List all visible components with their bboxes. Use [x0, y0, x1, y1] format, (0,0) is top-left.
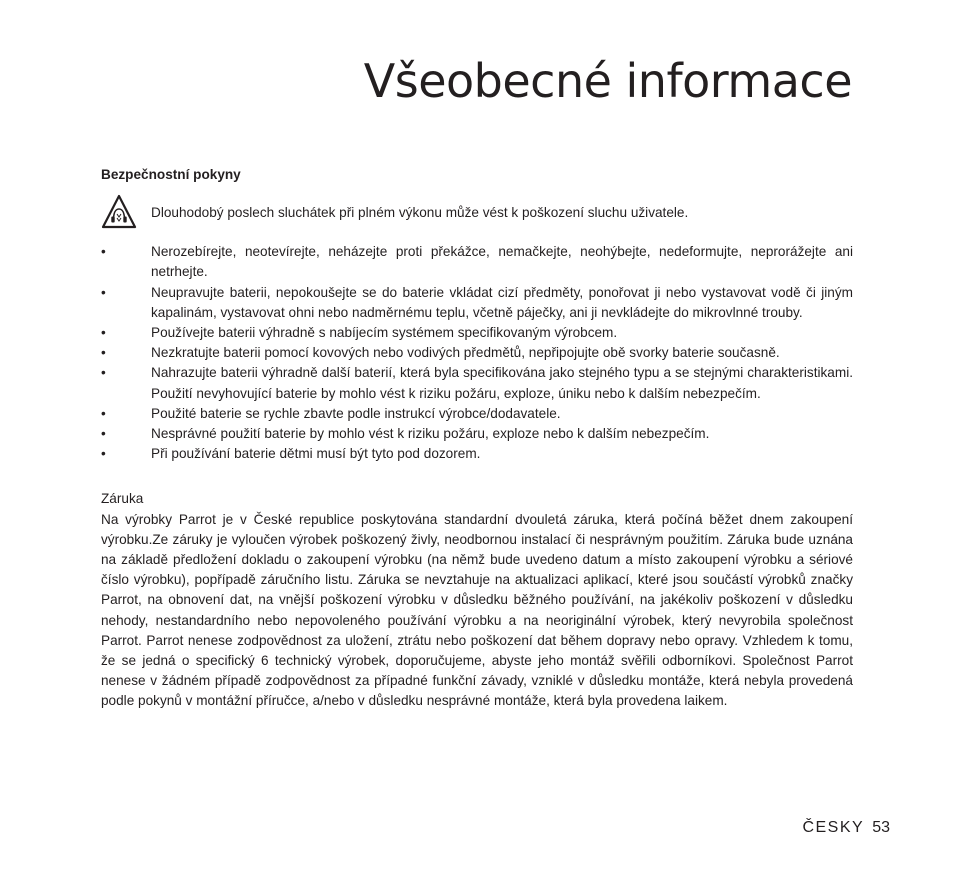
bullet: •: [101, 325, 106, 341]
list-item: [101, 323, 853, 343]
list-item: [101, 444, 853, 464]
list-item: [101, 404, 853, 424]
list-item-text: Při používání baterie dětmi musí být tyto pod dozorem.: [151, 446, 481, 462]
list-item: [101, 283, 853, 323]
page-footer: [802, 819, 890, 837]
list-item-text: Nerozebírejte, neotevírejte, neházejte proti překážce, nemačkejte, neohýbejte, nedeformujte, neprorážejte ani netrhejte.: [151, 244, 853, 280]
page-number: 53: [872, 819, 890, 836]
list-item: [101, 343, 853, 363]
language-label: ČESKY: [802, 819, 865, 836]
bullet: •: [101, 284, 106, 300]
list-item-text: Nesprávné použití baterie by mohlo vést k riziku požáru, exploze nebo k dalším nebezpečím.: [151, 426, 710, 442]
page-title: Všeobecné informace: [363, 54, 852, 108]
bullet: •: [101, 345, 106, 361]
safety-list: [101, 242, 853, 464]
list-item-text: Použité baterie se rychle zbavte podle instrukcí výrobce/dodavatele.: [151, 405, 561, 421]
list-item-text: Nahrazujte baterii výhradně další baterií, která byla specifikována jako stejného typu a se stejnými charakteristikami. Použití nevyhovující baterie by mohlo vést k riziku požáru, exploze, úniku nebo k dalším nebezpečím.: [151, 365, 853, 401]
warning-text: Dlouhodobý poslech sluchátek při plném výkonu může vést k poškození sluchu uživatele.: [151, 205, 689, 221]
list-item: [101, 242, 853, 282]
list-item-text: Nezkratujte baterii pomocí kovových nebo vodivých předmětů, nepřipojujte obě svorky baterie současně.: [151, 345, 780, 361]
hearing-warning: [101, 200, 853, 230]
warranty-heading: Záruka: [101, 491, 144, 507]
list-item-text: Používejte baterii výhradně s nabíjecím systémem specifikovaným výrobcem.: [151, 325, 618, 341]
warranty-section: [101, 489, 853, 711]
bullet: •: [101, 446, 106, 462]
bullet: •: [101, 405, 106, 421]
page-content: [101, 165, 853, 712]
bullet: •: [101, 426, 106, 442]
warranty-body: Na výrobky Parrot je v České republice poskytována standardní dvouletá záruka, která počíná běžet dnem zakoupení výrobku.Ze záruky je vyloučen výrobek poškozený živly, neodbornou instalací či nesprávným použitím. Záruka bude uznána na základě předložení dokladu o zakoupení výrobku (na němž bude uvedeno datum a místo zakoupení výrobku a sériové číslo výrobku), popřípadě záručního listu. Záruka se nevztahuje na aktualizaci aplikací, které jsou součástí výrobků značky Parrot, na obnovení dat, na vnější poškození výrobku v důsledku běžného používání, na jakékoliv poškození v důsledku nehody, nestandardního nebo nepovoleného používání výrobku a na neoriginální výrobek, který nevyrobila společnost Parrot. Parrot nenese zodpovědnost za uložení, ztrátu nebo poškození dat během dopravy nebo opravy. Vzhledem k tomu, že se jedná o specifický 6 technický výrobek, doporučujeme, abyste jeho montáž svěřili odborníkovi. Společnost Parrot nenese v žádném případě zodpovědnost za případné funkční závady, vzniklé v důsledku montáže, která nebyla provedená podle pokynů v montážní příručce, a/nebo v důsledku nesprávné montáže, která byla provedena laikem.: [101, 511, 853, 709]
safety-heading: Bezpečnostní pokyny: [101, 167, 241, 182]
list-item-text: Neupravujte baterii, nepokoušejte se do baterie vkládat cizí předměty, ponořovat ji nebo vystavovat vodě či jiným kapalinám, vystavovat ohni nebo nadměrnému teplu, včetně páječky, ani ji nevkládejte do mikrovlnné trouby.: [151, 284, 853, 320]
list-item: [101, 424, 853, 444]
list-item: [101, 363, 853, 403]
hearing-damage-warning-icon: [101, 194, 137, 230]
bullet: •: [101, 244, 106, 260]
bullet: •: [101, 365, 106, 381]
